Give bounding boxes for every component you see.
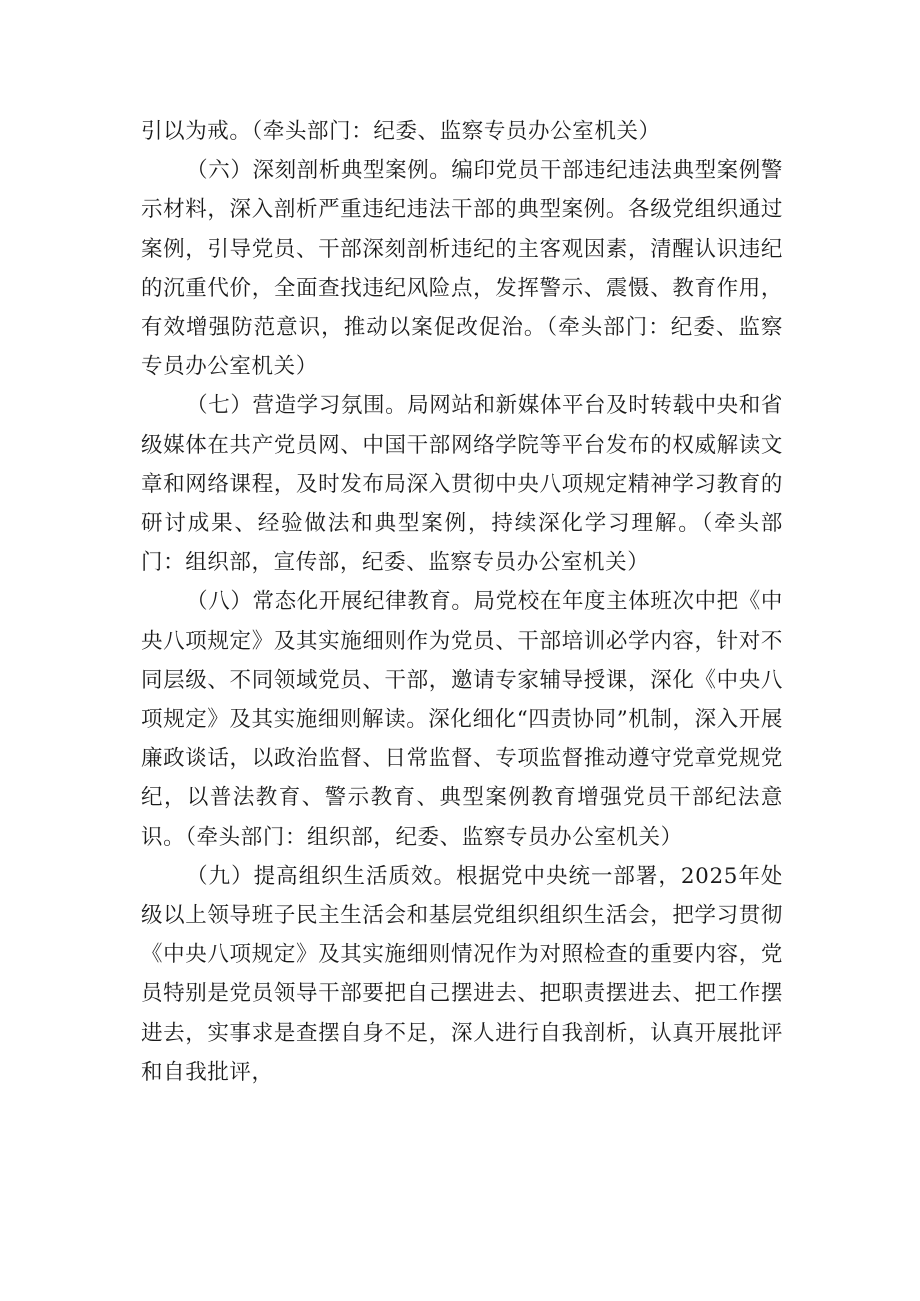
- paragraph-eight: （八）常态化开展纪律教育。局党校在年度主体班次中把《中央八项规定》及其实施细则作为党员、干部培训必学内容，针对不同层级、不同领域党员、干部，邀请专家辅导授课，深化《中央八项规定》及其实施细则解读。深化细化“四责协同”机制，深入开展廉政谈话，以政治监督、日常监督、专项监督推动遵守党章党规党纪，以普法教育、警示教育、典型案例教育增强党员干部纪法意识。（牵头部门：组织部，纪委、监察专员办公室机关）: [141, 589, 783, 850]
- paragraph-continuation: 引以为戒。（牵头部门：纪委、监察专员办公室机关）: [141, 119, 661, 144]
- document-page: [141, 112, 783, 1092]
- paragraph-seven: （七）营造学习氛围。局网站和新媒体平台及时转载中央和省级媒体在共产党员网、中国干部网络学院等平台发布的权威解读文章和网络课程，及时发布局深入贯彻中央八项规定精神学习教育的研讨成果、经验做法和典型案例，持续深化学习理解。（牵头部门：组织部，宣传部，纪委、监察专员办公室机关）: [141, 393, 783, 576]
- paragraph-nine: （九）提高组织生活质效。根据党中央统一部署，2025年处级以上领导班子民主生活会和基层党组织组织生活会，把学习贯彻《中央八项规定》及其实施细则情况作为对照检查的重要内容，党员特别是党员领导干部要把自己摆进去、把职责摆进去、把工作摆进去，实事求是查摆自身不足，深人进行自我剖析，认真开展批评和自我批评，: [141, 863, 783, 1085]
- paragraph-six: （六）深刻剖析典型案例。编印党员干部违纪违法典型案例警示材料，深入剖析严重违纪违法干部的典型案例。各级党组织通过案例，引导党员、干部深刻剖析违纪的主客观因素，清醒认识违纪的沉重代价，全面查找违纪风险点，发挥警示、震慑、教育作用，有效增强防范意识，推动以案促改促治。（牵头部门：纪委、监察专员办公室机关）: [141, 158, 783, 380]
